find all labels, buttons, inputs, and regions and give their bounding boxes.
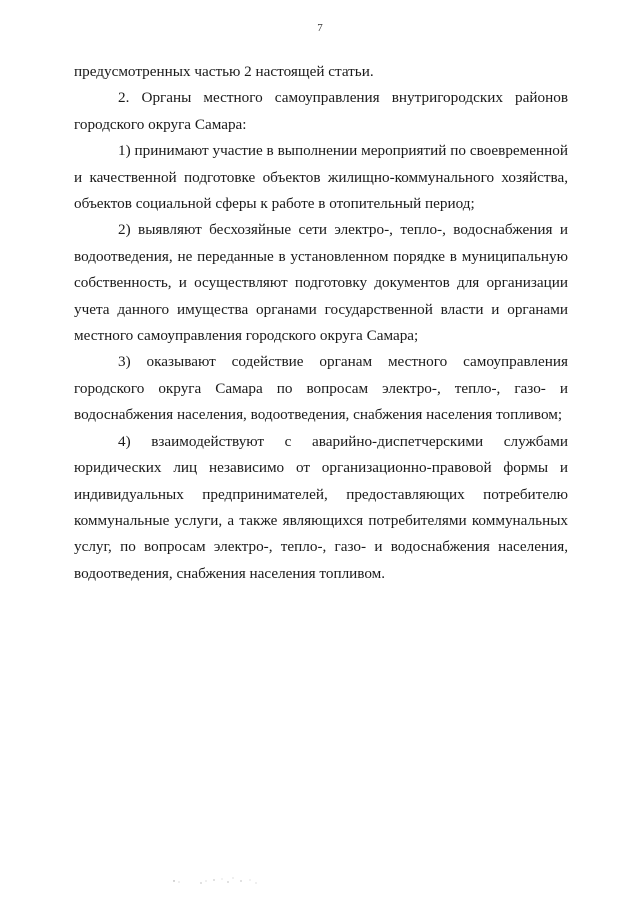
paragraph-section-2: 2. Органы местного самоуправления внутригородских районов городского округа Самара:	[74, 89, 568, 133]
paragraph-item-1: 1) принимают участие в выполнении мероприятий по своевременной и качественной подготовке объектов жилищно-коммунального хозяйства, объектов социальной сферы к работе в отопительный период;	[74, 142, 568, 213]
page-number: 7	[317, 22, 323, 34]
paragraph-item-4: 4) взаимодействуют с аварийно-диспетчерскими службами юридических лиц независимо от организационно-правовой формы и индивидуальных предпринимателей, предоставляющих потребителю коммунальные услуги, а также являющихся потребителями коммунальных услуг, по вопросам электро-, тепло-, газо- и водоснабжения населения, водоотведения, снабжения населения топливом.	[74, 432, 568, 582]
paragraph-item-2: 2) выявляют бесхозяйные сети электро-, тепло-, водоснабжения и водоотведения, не переданные в установленном порядке в муниципальную собственность, и осуществляют подготовку документов для организации учета данного имущества органами государственной власти и органами местного самоуправления городского округа Самара;	[74, 221, 568, 345]
scan-specks	[170, 872, 290, 886]
document-body	[74, 59, 568, 587]
paragraph-continuation: предусмотренных частью 2 настоящей статьи.	[74, 63, 374, 80]
paragraph-item-3: 3) оказывают содействие органам местного самоуправления городского округа Самара по вопросам электро-, тепло-, газо- и водоснабжения населения, водоотведения, снабжения населения топливом;	[74, 353, 568, 424]
